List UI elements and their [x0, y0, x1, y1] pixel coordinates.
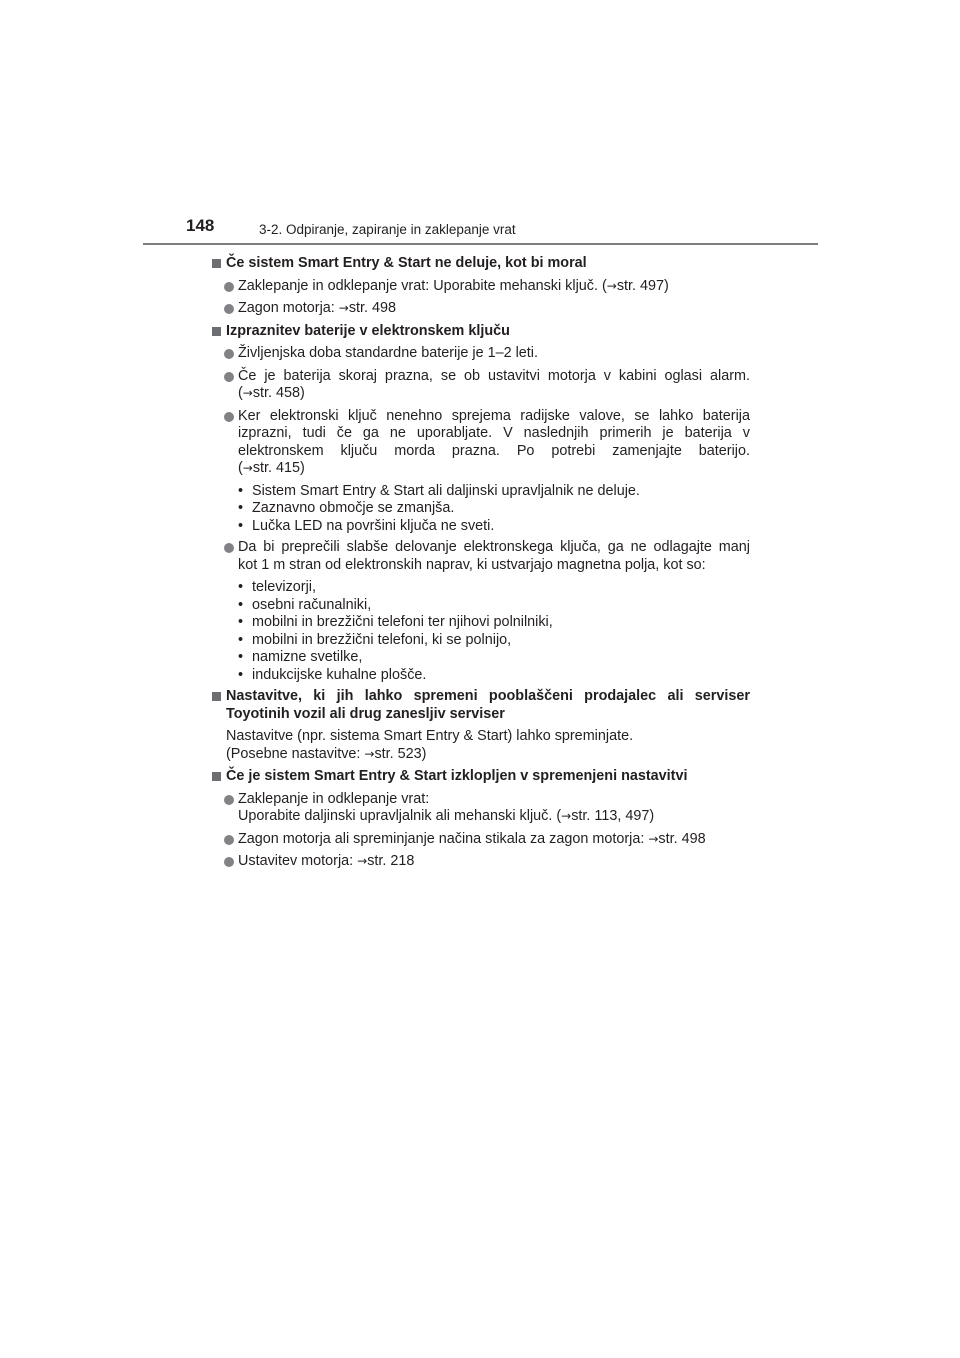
circle-bullet-icon [224, 372, 234, 382]
circle-bullet-icon [224, 282, 234, 292]
section-title: Če sistem Smart Entry & Start ne deluje, kot bi moral [210, 255, 750, 273]
arrow-icon: → [364, 746, 375, 761]
circle-bullet-icon [224, 835, 234, 845]
sub-list-item: • televizorji, [238, 579, 316, 595]
arrow-icon: → [242, 461, 253, 475]
square-bullet-icon [212, 692, 221, 701]
bullet-icon: • [238, 579, 244, 595]
sub-list-item: • Sistem Smart Entry & Start ali daljinski upravljalnik ne deluje. [238, 482, 640, 499]
list-item: Zaklepanje in odklepanje vrat: Uporabite mehanski ključ. (→str. 497) [210, 278, 750, 296]
sub-list [238, 483, 750, 536]
sub-list-item: • namizne svetilke, [238, 649, 363, 665]
page-number: 148 [186, 216, 215, 235]
arrow-icon: → [338, 301, 349, 315]
sub-list-item: • mobilni in brezžični telefoni, ki se polnijo, [238, 631, 512, 648]
list-item: Če je baterija skoraj prazna, se ob ustavitvi motorja v kabini oglasi alarm. (→str. 458) [210, 368, 750, 403]
section-dealer-settings [210, 688, 750, 763]
page-content [210, 255, 750, 876]
arrow-icon: → [242, 386, 253, 400]
paragraph: Nastavitve (npr. sistema Smart Entry & Start) lahko spreminjate. (Posebne nastavitve: →str. 523) [226, 728, 634, 762]
page-header [0, 0, 960, 250]
circle-bullet-icon [224, 795, 234, 805]
bullet-icon: • [238, 631, 244, 648]
bullet-icon: • [238, 666, 244, 683]
sub-list-item: • indukcijske kuhalne plošče. [238, 666, 427, 683]
section-smart-entry-malfunction [210, 255, 750, 318]
list-item: Zaklepanje in odklepanje vrat: Uporabite daljinski upravljalnik ali mehanski ključ. (→str. 113, 497) [210, 791, 750, 826]
arrow-icon: → [357, 854, 368, 868]
section-title: Izpraznitev baterije v elektronskem ključu [210, 323, 750, 341]
sub-list-item: • osebni računalniki, [238, 596, 372, 613]
list-item: Da bi preprečili slabše delovanje elektronskega ključa, ga ne odlagajte manj kot 1 m stran od elektronskih naprav, ki ustvarjajo magnetna polja, kot so: [210, 539, 750, 574]
list-item: Ustavitev motorja: →str. 218 [210, 853, 750, 871]
list-item: Življenjska doba standardne baterije je 1–2 leti. [210, 345, 750, 363]
bullet-icon: • [238, 614, 244, 630]
list-item: Ker elektronski ključ nenehno sprejema radijske valove, se lahko baterija izprazni, tudi če ga ne uporabljate. V naslednjih primerih je baterija v elektronskem ključu morda prazna. Po potrebi zamenjajte baterijo. (→str. 415) [210, 408, 750, 478]
arrow-icon: → [561, 809, 572, 823]
bullet-icon: • [238, 482, 244, 499]
arrow-icon: → [606, 278, 617, 293]
header-divider [143, 243, 818, 245]
circle-bullet-icon [224, 857, 234, 867]
square-bullet-icon [212, 772, 221, 781]
circle-bullet-icon [224, 349, 234, 359]
sub-list-item: • Zaznavno območje se zmanjša. [238, 500, 455, 516]
sub-list-item: • mobilni in brezžični telefoni ter njihovi polnilniki, [238, 614, 553, 630]
square-bullet-icon [212, 327, 221, 336]
bullet-icon: • [238, 596, 244, 613]
section-smart-entry-disabled [210, 768, 750, 871]
list-item: Zagon motorja ali spreminjanje načina stikala za zagon motorja: →str. 498 [210, 831, 750, 849]
sub-list [238, 579, 750, 684]
square-bullet-icon [212, 259, 221, 268]
list-item: Zagon motorja: →str. 498 [210, 300, 750, 318]
bullet-icon: • [238, 649, 244, 665]
bullet-icon: • [238, 500, 244, 516]
section-title: Nastavitve, ki jih lahko spremeni pooblaščeni prodajalec ali serviser Toyotinih vozil ali drug zanesljiv serviser [210, 688, 750, 723]
arrow-icon: → [648, 831, 659, 846]
section-battery-depletion [210, 323, 750, 685]
circle-bullet-icon [224, 412, 234, 422]
sub-list-item: • Lučka LED na površini ključa ne sveti. [238, 517, 495, 534]
section-title: Če je sistem Smart Entry & Start izklopljen v spremenjeni nastavitvi [210, 768, 750, 786]
bullet-icon: • [238, 517, 244, 534]
circle-bullet-icon [224, 543, 234, 553]
circle-bullet-icon [224, 304, 234, 314]
chapter-title: 3-2. Odpiranje, zapiranje in zaklepanje vrat [259, 222, 516, 237]
